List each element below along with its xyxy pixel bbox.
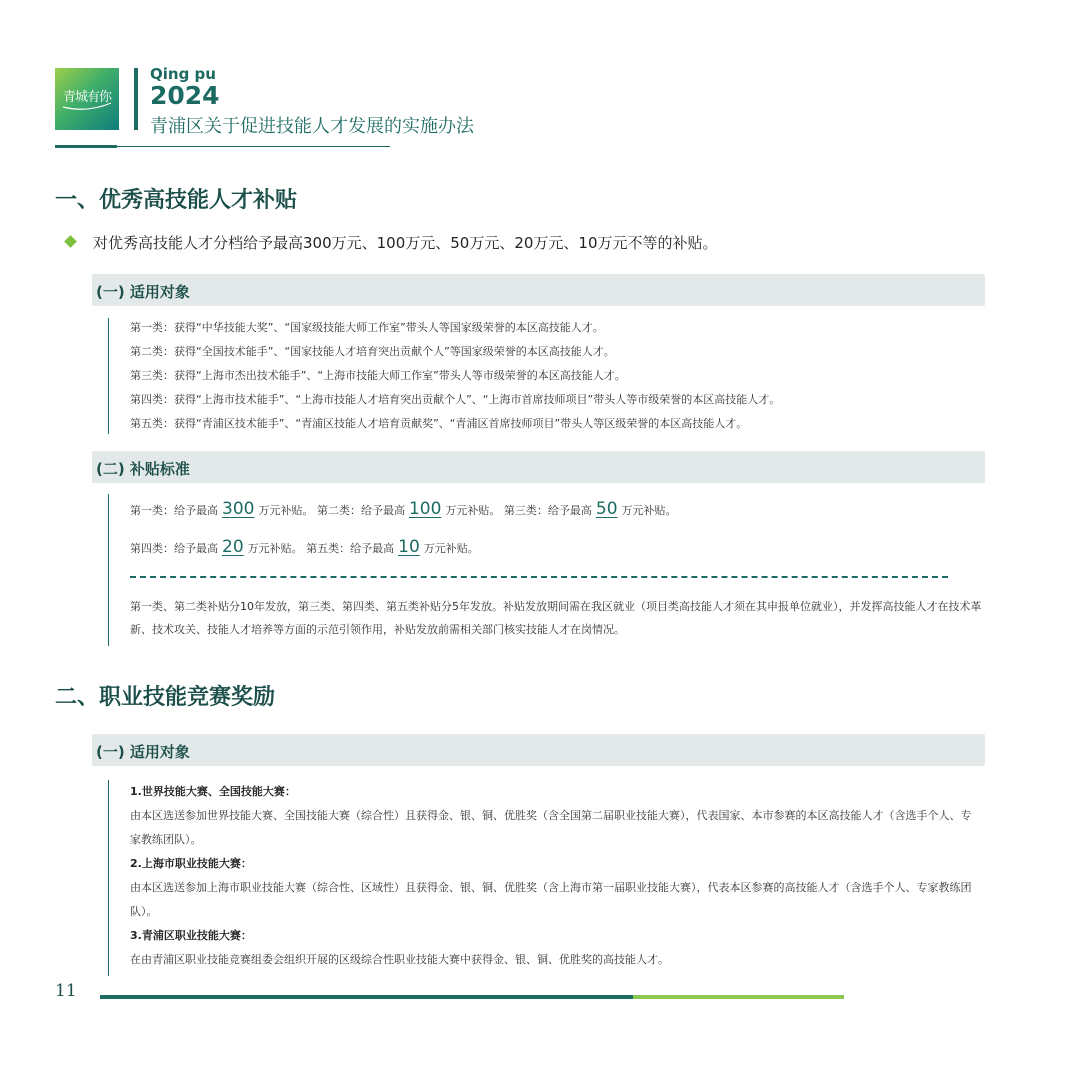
list-item: 第四类：获得“上海市技术能手”、“上海市技能人才培育突出贡献个人”、“上海市首席技师项目”带头人等市级荣誉的本区高技能人才。 [130,393,781,406]
subsidy-pre: 第三类：给予最高 [503,504,592,517]
list-item: 第三类：获得“上海市杰出技术能手”、“上海市技能大师工作室”带头人等市级荣誉的本区高技能人才。 [130,369,626,382]
competition-desc-2: 由本区选送参加上海市职业技能大赛（综合性、区域性）且获得金、银、铜、优胜奖（含上海市第一届职业技能大赛），代表本区参赛的高技能人才（含选手个人、专家教练团队）。 [130,881,972,918]
list-item: 第五类：获得“青浦区技术能手”、“青浦区技能人才培育贡献奖”、“青浦区首席技师项目”带头人等区级荣誉的本区高技能人才。 [130,417,748,430]
section1-sub1-label: (一) 适用对象 [96,283,190,301]
section2-sub1-bar [92,734,985,766]
competition-eligibility-block [108,780,990,976]
subsidy-post: 万元补贴。 [423,542,479,555]
subsidy-amount: 50 [595,499,618,519]
swoosh-icon [61,101,113,111]
section1-sub1-bar [92,274,985,306]
header-rule-accent [55,145,117,148]
section1-summary: 对优秀高技能人才分档给予最高300万元、100万元、50万元、20万元、10万元不等的补贴。 [93,234,718,252]
document-title: 青浦区关于促进技能人才发展的实施办法 [150,116,474,137]
subsidy-pre: 第二类：给予最高 [316,504,405,517]
subsidy-pre: 第五类：给予最高 [306,542,395,555]
competition-title-3: 3.青浦区职业技能大赛： [130,929,252,942]
brand-logo [55,68,119,130]
list-item: 第二类：获得“全国技术能手”、“国家技能人才培育突出贡献个人”等国家级荣誉的本区高技能人才。 [130,345,615,358]
subsidy-post: 万元补贴。 [445,504,501,517]
dashed-divider [130,576,948,579]
subsidy-post: 万元补贴。 [247,542,303,555]
list-item: 第一类：获得“中华技能大奖”、“国家级技能大师工作室”带头人等国家级荣誉的本区高技能人才。 [130,321,604,334]
competition-desc-3: 在由青浦区职业技能竞赛组委会组织开展的区级综合性职业技能大赛中获得金、银、铜、优胜奖的高技能人才。 [130,953,669,966]
subsidy-post: 万元补贴。 [621,504,677,517]
page-number: 11 [55,981,77,1001]
subsidy-pre: 第一类：给予最高 [130,504,218,517]
section2-heading: 二、职业技能竞赛奖励 [55,685,276,710]
subsidy-amount: 300 [222,499,255,519]
section1-sub2-label: (二) 补贴标准 [96,460,190,478]
brand-small: Qing pu [150,65,216,83]
footer-bar-light [633,995,844,999]
brand-year: 2024 [150,81,220,110]
subsidy-post: 万元补贴。 [258,504,314,517]
subsidy-pre: 第四类：给予最高 [130,542,218,555]
subsidy-row-1 [130,494,990,532]
subsidy-amount: 20 [222,537,244,557]
competition-desc-1: 由本区选送参加世界技能大赛、全国技能大赛（综合性）且获得金、银、铜、优胜奖（含全国第二届职业技能大赛），代表国家、本市参赛的本区高技能人才（含选手个人、专家教练团队）。 [130,809,972,846]
subsidy-row-2 [130,532,990,570]
footer-bar-dark [100,995,633,999]
section1-sub2-bar [92,451,985,483]
diamond-bullet-icon [64,235,77,248]
subsidy-note: 第一类、第二类补贴分10年发放，第三类、第四类、第五类补贴分5年发放。补贴发放期间需在我区就业（项目类高技能人才须在其申报单位就业），并发挥高技能人才在技术革新、技术攻关、技能人才培养等方面的示范引领作用，补贴发放前需相关部门核实技能人才在岗情况。 [130,600,982,636]
competition-title-2: 2.上海市职业技能大赛： [130,857,252,870]
header-divider [134,68,138,130]
logo-text: 青城有你 [62,90,111,105]
subsidy-amount: 10 [398,537,420,557]
subsidy-amount: 100 [408,499,442,519]
competition-title-1: 1.世界技能大赛、全国技能大赛： [130,785,296,798]
subsidy-standard-block [108,494,990,646]
section1-heading: 一、优秀高技能人才补贴 [55,188,298,213]
section2-sub1-label: (一) 适用对象 [96,743,190,761]
eligibility-list [108,318,780,434]
